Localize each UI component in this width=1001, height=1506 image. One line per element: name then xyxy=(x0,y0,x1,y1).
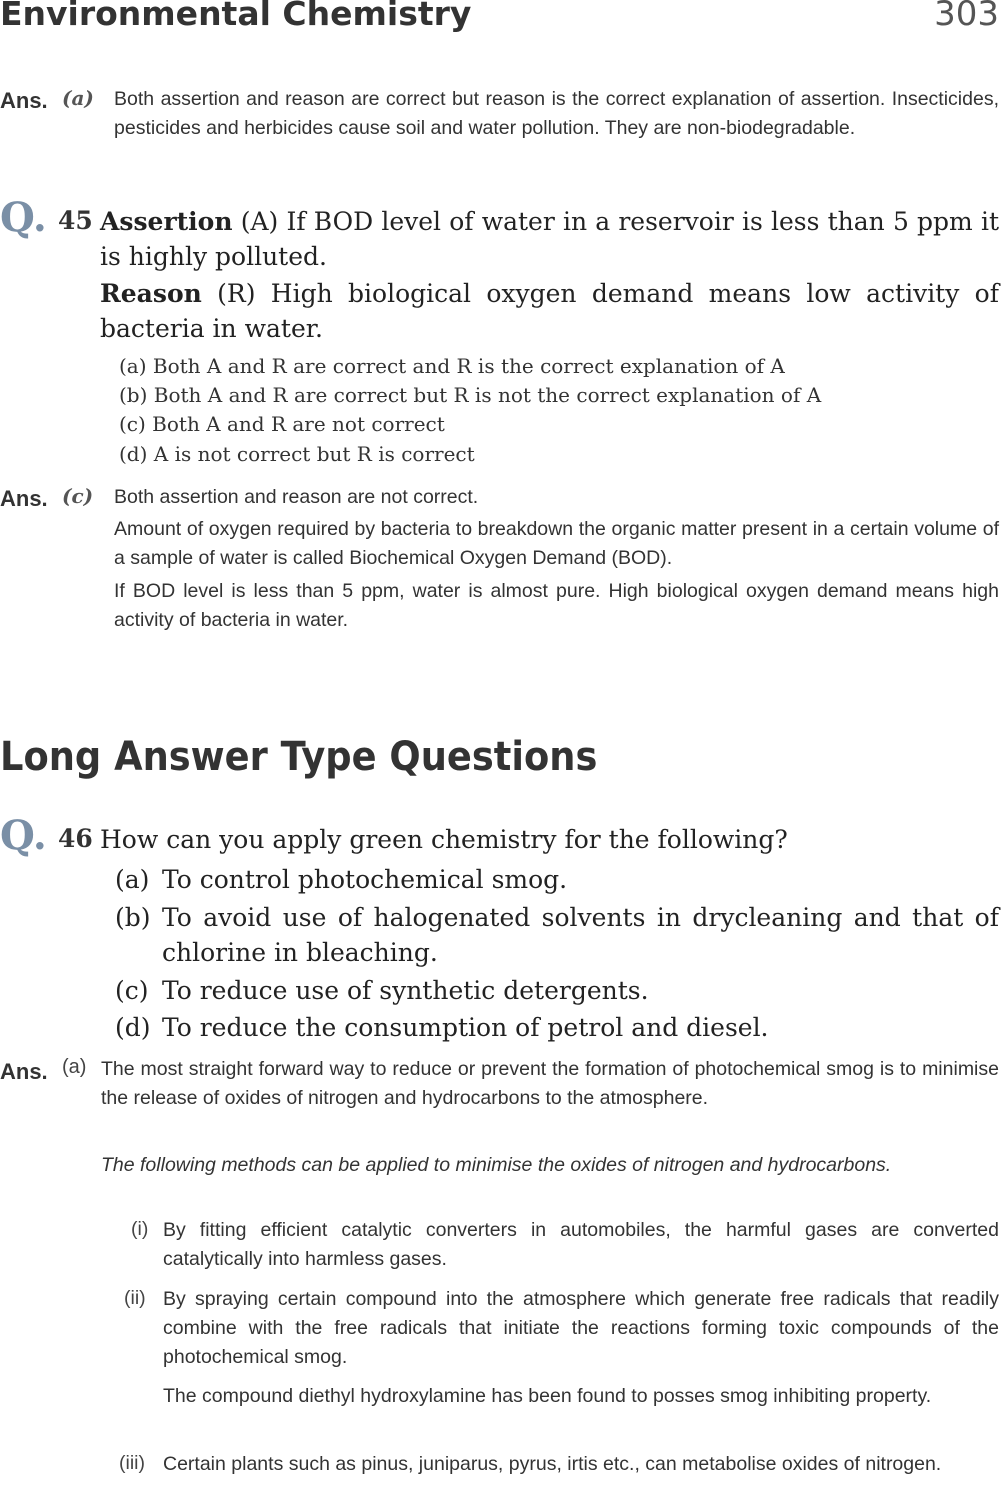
option-c: (c) Both A and R are not correct xyxy=(119,412,445,436)
answer-option: (a) xyxy=(62,86,94,110)
point-label: (iii) xyxy=(119,1452,145,1474)
option-d: (d) A is not correct but R is correct xyxy=(119,442,475,466)
answer-option: (a) xyxy=(62,1056,87,1078)
question-mark: Q. xyxy=(0,812,47,859)
assertion-text xyxy=(100,204,999,274)
option-b: (b) Both A and R are correct but R is not the correct explanation of A xyxy=(119,383,822,407)
point-text: Certain plants such as pinus, juniparus, pyrus, irtis etc., can metabolise oxides of nitrogen. xyxy=(163,1453,942,1475)
point-label: (i) xyxy=(131,1218,149,1240)
answer-paragraph: If BOD level is less than 5 ppm, water is almost pure. High biological oxygen demand means high activity of bacteria in water. xyxy=(114,580,999,631)
point-text: By fitting efficient catalytic converters in automobiles, the harmful gases are converted catalytically into harmless gases. xyxy=(163,1219,999,1270)
sub-option-text: To reduce use of synthetic detergents. xyxy=(162,976,649,1005)
running-header-title: Environmental Chemistry xyxy=(0,0,472,33)
answer-paragraph: Amount of oxygen required by bacteria to breakdown the organic matter present in a certain volume of a sample of water is called Biochemical Oxygen Demand (BOD). xyxy=(114,518,999,569)
answer-label: Ans. xyxy=(0,1059,48,1084)
sub-option-text: To reduce the consumption of petrol and diesel. xyxy=(162,1013,769,1042)
assertion-body: (A) If BOD level of water in a reservoir is less than 5 ppm it is highly polluted. xyxy=(100,207,999,271)
reason-body: (R) High biological oxygen demand means low activity of bacteria in water. xyxy=(100,279,999,343)
point-text: By spraying certain compound into the atmosphere which generate free radicals that readily combine with the free radicals that initiate the reactions forming toxic compounds of the photochemical smog. xyxy=(163,1288,999,1368)
answer-label: Ans. xyxy=(0,486,48,511)
point-text: The compound diethyl hydroxylamine has been found to posses smog inhibiting property. xyxy=(163,1385,932,1407)
option-a: (a) Both A and R are correct and R is the correct explanation of A xyxy=(119,354,785,378)
section-title: Long Answer Type Questions xyxy=(0,734,598,780)
page-number: 303 xyxy=(934,0,999,34)
sub-option-label: (b) xyxy=(115,903,151,932)
sub-option-label: (a) xyxy=(115,865,150,894)
reason-text xyxy=(100,276,999,346)
sub-option-text: To control photochemical smog. xyxy=(162,865,568,894)
reason-label: Reason xyxy=(100,279,202,308)
answer-label: Ans. xyxy=(0,88,48,113)
question-mark: Q. xyxy=(0,194,47,241)
assertion-label: Assertion xyxy=(100,207,233,236)
answer-paragraph: The most straight forward way to reduce or prevent the formation of photochemical smog is to minimise the release of oxides of nitrogen and hydrocarbons to the atmosphere. xyxy=(101,1058,999,1109)
sub-option-label: (c) xyxy=(115,976,149,1005)
answer-text: Both assertion and reason are correct but reason is the correct explanation of assertion. Insecticides, pesticides and herbicides cause soil and water pollution. They are non-biodegradable. xyxy=(114,88,999,139)
question-number: 46 xyxy=(58,824,93,853)
answer-italic-paragraph: The following methods can be applied to minimise the oxides of nitrogen and hydrocarbons. xyxy=(101,1154,892,1176)
point-label: (ii) xyxy=(124,1287,146,1309)
question-text: How can you apply green chemistry for the following? xyxy=(100,825,788,854)
sub-option-label: (d) xyxy=(115,1013,151,1042)
question-number: 45 xyxy=(58,206,93,235)
sub-option-text: To avoid use of halogenated solvents in drycleaning and that of chlorine in bleaching. xyxy=(162,903,999,967)
answer-option: (c) xyxy=(62,484,94,508)
answer-line: Both assertion and reason are not correct. xyxy=(114,486,479,508)
